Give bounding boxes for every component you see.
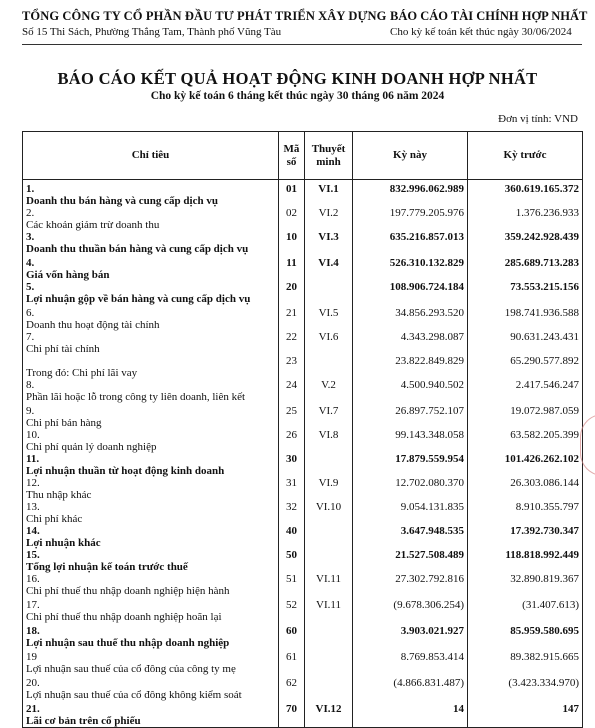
row-code: 50	[279, 549, 305, 573]
table-row	[23, 477, 583, 501]
row-current-amount: 17.879.559.954	[353, 453, 468, 477]
page-subtitle: Cho kỳ kế toán 6 tháng kết thúc ngày 30 tháng 06 năm 2024	[150, 90, 445, 102]
row-code: 22	[279, 331, 305, 355]
table-row	[23, 599, 583, 625]
row-note: VI.9	[305, 477, 353, 501]
row-current-amount: 832.996.062.989	[353, 180, 468, 208]
row-item	[23, 549, 279, 573]
code-header-line2: số	[286, 155, 297, 168]
row-item	[23, 281, 279, 307]
row-current-amount: 26.897.752.107	[353, 405, 468, 429]
row-code: 61	[279, 651, 305, 677]
row-current-amount: 108.906.724.184	[353, 281, 468, 307]
row-label: Lợi nhuận gộp về bán hàng và cung cấp dịch vụ	[26, 293, 251, 305]
code-header-line1: Mã	[283, 142, 300, 155]
company-name: TỔNG CÔNG TY CỔ PHẦN ĐẦU TƯ PHÁT TRIỂN XÂY DỰNG	[22, 9, 387, 23]
row-item	[23, 429, 279, 453]
col-header-current: Kỳ này	[353, 132, 468, 180]
row-current-amount: 12.702.080.370	[353, 477, 468, 501]
report-header	[390, 9, 587, 38]
row-prior-amount: 73.553.215.156	[468, 281, 583, 307]
row-code: 60	[279, 625, 305, 651]
row-code: 31	[279, 477, 305, 501]
table-row	[23, 677, 583, 703]
row-label: Giá vốn hàng bán	[26, 269, 110, 281]
row-number: 4.	[26, 257, 35, 269]
row-label: Lợi nhuận sau thuế thu nhập doanh nghiệp	[26, 637, 230, 649]
table-row	[23, 307, 583, 331]
row-number: 8.	[26, 379, 35, 391]
row-label: Thu nhập khác	[26, 489, 92, 501]
row-number: 18.	[26, 625, 40, 637]
row-code: 20	[279, 281, 305, 307]
row-number: 13.	[26, 501, 40, 513]
row-note: VI.12	[305, 703, 353, 728]
row-number: 6.	[26, 307, 35, 319]
row-note	[305, 549, 353, 573]
row-note: VI.8	[305, 429, 353, 453]
row-note: V.2	[305, 379, 353, 405]
row-label: Trong đó: Chi phí lãi vay	[26, 367, 138, 379]
row-code: 21	[279, 307, 305, 331]
table-row	[23, 331, 583, 355]
col-header-item: Chỉ tiêu	[23, 132, 279, 180]
row-note: VI.5	[305, 307, 353, 331]
row-number: 14.	[26, 525, 40, 537]
row-item	[23, 703, 279, 728]
row-current-amount: 3.903.021.927	[353, 625, 468, 651]
row-note	[305, 677, 353, 703]
row-label: Chi phí tài chính	[26, 343, 100, 355]
row-current-amount: 526.310.132.829	[353, 257, 468, 281]
row-current-amount: 4.343.298.087	[353, 331, 468, 355]
row-code: 24	[279, 379, 305, 405]
row-note: VI.11	[305, 573, 353, 599]
row-item	[23, 573, 279, 599]
row-current-amount: (9.678.306.254)	[353, 599, 468, 625]
row-code: 11	[279, 257, 305, 281]
row-label: Chi phí quản lý doanh nghiệp	[26, 441, 157, 453]
row-current-amount: (4.866.831.487)	[353, 677, 468, 703]
col-header-prior: Kỳ trước	[468, 132, 583, 180]
row-number: 5.	[26, 281, 35, 293]
row-prior-amount: 26.303.086.144	[468, 477, 583, 501]
row-prior-amount: 89.382.915.665	[468, 651, 583, 677]
row-code: 51	[279, 573, 305, 599]
row-number: 17.	[26, 599, 40, 611]
row-item	[23, 257, 279, 281]
row-label: Chi phí khác	[26, 513, 83, 525]
row-item	[23, 405, 279, 429]
row-item	[23, 625, 279, 651]
row-current-amount: 34.856.293.520	[353, 307, 468, 331]
row-current-amount: 635.216.857.013	[353, 231, 468, 257]
row-label: Các khoản giảm trừ doanh thu	[26, 219, 160, 231]
row-current-amount: 9.054.131.835	[353, 501, 468, 525]
row-prior-amount: 63.582.205.399	[468, 429, 583, 453]
row-note: VI.3	[305, 231, 353, 257]
row-note: VI.2	[305, 207, 353, 231]
row-label: Lợi nhuận thuần từ hoạt động kinh doanh	[26, 465, 225, 477]
row-current-amount: 27.302.792.816	[353, 573, 468, 599]
row-number: 11.	[26, 453, 40, 465]
row-current-amount: 21.527.508.489	[353, 549, 468, 573]
row-prior-amount: 285.689.713.283	[468, 257, 583, 281]
row-item	[23, 501, 279, 525]
row-prior-amount: 90.631.243.431	[468, 331, 583, 355]
table-row	[23, 405, 583, 429]
row-label: Phần lãi hoặc lỗ trong công ty liên doanh, liên kết	[26, 391, 246, 403]
row-number: 3.	[26, 231, 35, 243]
row-note	[305, 625, 353, 651]
row-number: 10.	[26, 429, 40, 441]
row-label: Chi phí bán hàng	[26, 417, 102, 429]
row-prior-amount: 101.426.262.102	[468, 453, 583, 477]
row-note	[305, 281, 353, 307]
company-header	[22, 9, 386, 38]
row-item	[23, 231, 279, 257]
row-code: 10	[279, 231, 305, 257]
row-note	[305, 355, 353, 379]
row-item	[23, 453, 279, 477]
row-code: 62	[279, 677, 305, 703]
row-number: 20.	[26, 677, 40, 689]
row-number: 1.	[26, 183, 35, 195]
report-type: BÁO CÁO TÀI CHÍNH HỢP NHẤT	[390, 9, 588, 23]
row-item	[23, 331, 279, 355]
row-code: 26	[279, 429, 305, 453]
row-prior-amount: 359.242.928.439	[468, 231, 583, 257]
row-prior-amount: (31.407.613)	[468, 599, 583, 625]
row-prior-amount: 198.741.936.588	[468, 307, 583, 331]
row-current-amount: 4.500.940.502	[353, 379, 468, 405]
table-row	[23, 379, 583, 405]
row-item	[23, 379, 279, 405]
row-code: 01	[279, 180, 305, 208]
table-row	[23, 180, 583, 208]
row-prior-amount: 118.818.992.449	[468, 549, 583, 573]
table-row	[23, 625, 583, 651]
row-note: VI.1	[305, 180, 353, 208]
row-number: 12.	[26, 477, 40, 489]
row-prior-amount: 2.417.546.247	[468, 379, 583, 405]
company-address: Số 15 Thi Sách, Phường Thắng Tam, Thành phố Vũng Tàu	[22, 26, 282, 38]
table-row	[23, 231, 583, 257]
row-item	[23, 677, 279, 703]
table-row	[23, 429, 583, 453]
row-current-amount: 197.779.205.976	[353, 207, 468, 231]
row-label: Lợi nhuận sau thuế của cổ đông không kiểm soát	[26, 689, 242, 701]
row-note	[305, 651, 353, 677]
page-title: BÁO CÁO KẾT QUẢ HOẠT ĐỘNG KINH DOANH HỢP NHẤT	[57, 69, 538, 88]
row-item	[23, 477, 279, 501]
table-header-row	[23, 132, 583, 180]
row-prior-amount: 85.959.580.695	[468, 625, 583, 651]
row-note: VI.6	[305, 331, 353, 355]
row-current-amount: 99.143.348.058	[353, 429, 468, 453]
row-prior-amount: 65.290.577.892	[468, 355, 583, 379]
row-current-amount: 3.647.948.535	[353, 525, 468, 549]
col-header-code	[279, 132, 305, 180]
row-label: Doanh thu thuần bán hàng và cung cấp dịch vụ	[26, 243, 249, 255]
row-note	[305, 525, 353, 549]
row-note: VI.7	[305, 405, 353, 429]
row-code: 32	[279, 501, 305, 525]
row-label: Chi phí thuế thu nhập doanh nghiệp hiện hành	[26, 585, 230, 597]
row-number: 21.	[26, 703, 40, 715]
table-row	[23, 549, 583, 573]
row-label: Lãi cơ bản trên cổ phiếu	[26, 715, 141, 727]
note-header-line1: Thuyết	[311, 142, 346, 155]
row-item	[23, 355, 279, 379]
row-number: 15.	[26, 549, 40, 561]
row-current-amount: 14	[353, 703, 468, 728]
row-code: 52	[279, 599, 305, 625]
row-label: Doanh thu hoạt động tài chính	[26, 319, 160, 331]
row-label: Tổng lợi nhuận kế toán trước thuế	[26, 561, 188, 573]
table-row	[23, 207, 583, 231]
row-label: Lợi nhuận sau thuế của cổ đông của công ty mẹ	[26, 663, 236, 675]
row-label: Doanh thu bán hàng và cung cấp dịch vụ	[26, 195, 218, 207]
report-period: Cho kỳ kế toán kết thúc ngày 30/06/2024	[390, 26, 572, 38]
row-code: 40	[279, 525, 305, 549]
table-row	[23, 453, 583, 477]
row-code: 30	[279, 453, 305, 477]
row-note	[305, 453, 353, 477]
note-header-line2: minh	[316, 155, 341, 168]
table-row	[23, 525, 583, 549]
row-item	[23, 599, 279, 625]
row-prior-amount: 19.072.987.059	[468, 405, 583, 429]
row-label: Chi phí thuế thu nhập doanh nghiệp hoãn lại	[26, 611, 222, 623]
row-prior-amount: 17.392.730.347	[468, 525, 583, 549]
row-prior-amount: 147	[468, 703, 583, 728]
row-prior-amount: 8.910.355.797	[468, 501, 583, 525]
table-row	[23, 703, 583, 728]
table-row	[23, 257, 583, 281]
row-number: 2.	[26, 207, 35, 219]
row-code: 70	[279, 703, 305, 728]
row-code: 02	[279, 207, 305, 231]
row-number: 16.	[26, 573, 40, 585]
row-item	[23, 307, 279, 331]
table-row	[23, 281, 583, 307]
row-number: 9.	[26, 405, 35, 417]
row-note: VI.10	[305, 501, 353, 525]
row-note: VI.4	[305, 257, 353, 281]
row-code: 25	[279, 405, 305, 429]
row-prior-amount: (3.423.334.970)	[468, 677, 583, 703]
row-label: Lợi nhuận khác	[26, 537, 101, 549]
table-row	[23, 501, 583, 525]
currency-unit: Đơn vị tính: VND	[498, 113, 578, 125]
row-note: VI.11	[305, 599, 353, 625]
row-code: 23	[279, 355, 305, 379]
row-number: 7.	[26, 331, 35, 343]
table-row	[23, 573, 583, 599]
income-statement-table	[22, 131, 583, 728]
header-divider	[22, 44, 582, 45]
row-prior-amount: 32.890.819.367	[468, 573, 583, 599]
table-row	[23, 355, 583, 379]
row-prior-amount: 1.376.236.933	[468, 207, 583, 231]
row-number: 19	[26, 651, 37, 663]
row-current-amount: 8.769.853.414	[353, 651, 468, 677]
table-row	[23, 651, 583, 677]
row-item	[23, 180, 279, 208]
row-item	[23, 207, 279, 231]
row-item	[23, 651, 279, 677]
row-prior-amount: 360.619.165.372	[468, 180, 583, 208]
col-header-note	[305, 132, 353, 180]
row-current-amount: 23.822.849.829	[353, 355, 468, 379]
row-item	[23, 525, 279, 549]
